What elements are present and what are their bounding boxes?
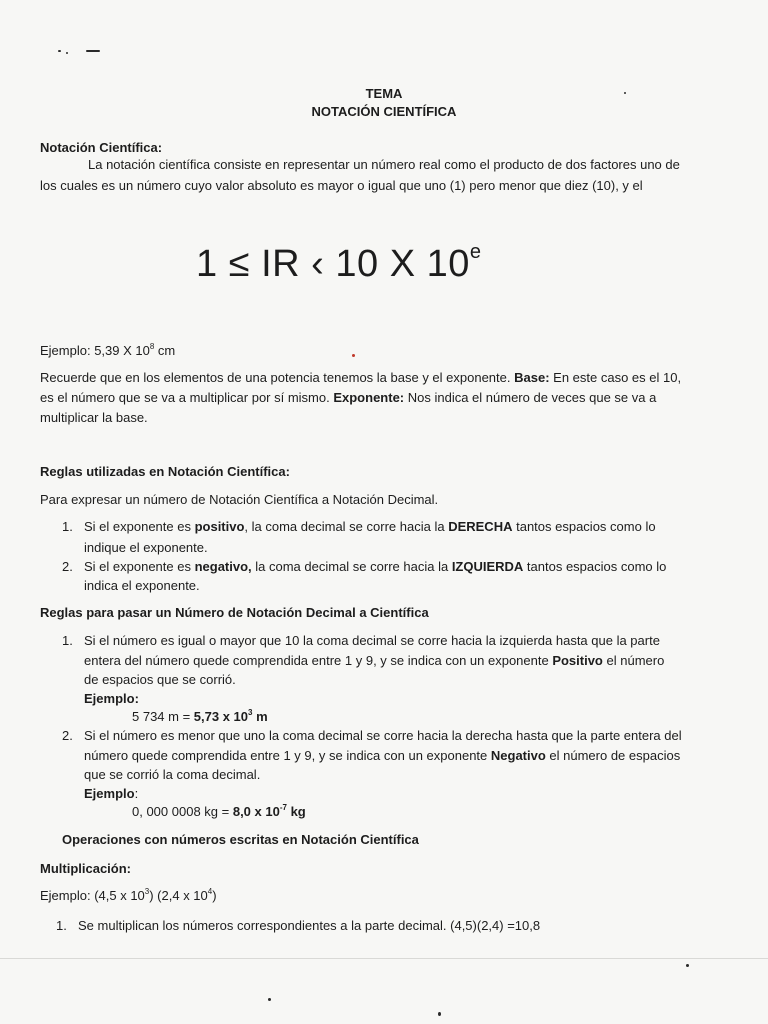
text-run: Si el exponente es	[84, 519, 195, 534]
text-run: entera del número quede comprendida entre 1 y 9, y se indica con un exponente	[84, 653, 553, 668]
rule2-item-1-line-2	[84, 651, 664, 671]
text-run: ) (2,4 x 10	[149, 888, 208, 903]
operaciones-step-1	[56, 916, 540, 936]
text-run: Recuerde que en los elementos de una potencia tenemos la base y el exponente.	[40, 370, 515, 385]
example-equation	[132, 802, 306, 822]
rule-item-1	[62, 517, 656, 537]
exponente-term: Exponente:	[333, 390, 405, 405]
definition-line-1: La notación científica consiste en representar un número real como el producto de dos factores uno de	[88, 157, 680, 172]
scan-mark	[268, 998, 271, 1001]
text-run: Si el exponente es	[84, 559, 195, 574]
text-run: tantos espacios como lo	[512, 519, 656, 534]
scan-mark	[438, 1012, 441, 1016]
example-label: Ejemplo:	[84, 691, 139, 706]
bold-term: negativo,	[194, 559, 252, 574]
bold-term: 8,0 x 10	[232, 804, 280, 819]
rule2-item-2-line-2	[84, 746, 680, 766]
text-run: Ejemplo: (4,5 x 10	[40, 888, 145, 903]
definition-heading: Notación Científica:	[40, 140, 163, 155]
scan-mark	[86, 50, 100, 52]
bold-term: DERECHA	[448, 519, 513, 534]
scan-mark	[66, 52, 68, 54]
bold-term: kg	[286, 804, 306, 819]
rule2-item-2	[62, 726, 682, 746]
list-number: 2.	[62, 728, 73, 743]
reglas-heading: Reglas utilizadas en Notación Científica:	[40, 464, 290, 479]
bold-term: Positivo	[552, 653, 603, 668]
rule2-item-1	[62, 631, 660, 651]
text-run: Se multiplican los números correspondientes a la parte decimal. (4,5)(2,4) =10,8	[78, 918, 541, 933]
bold-term: positivo	[194, 519, 245, 534]
reglas2-heading: Reglas para pasar un Número de Notación Decimal a Científica	[40, 605, 429, 620]
text-run: 0, 000 0008 kg =	[132, 804, 233, 819]
bold-term: Ejemplo	[84, 786, 135, 801]
text-run: es el número que se va a multiplicar por sí mismo.	[40, 390, 334, 405]
multiplicacion-heading: Multiplicación:	[40, 861, 131, 876]
operaciones-example	[40, 886, 217, 906]
scan-mark	[58, 50, 61, 52]
exponent: 3	[248, 707, 253, 717]
tema-label: TEMA	[365, 86, 403, 101]
text-run: el número de espacios	[545, 748, 681, 763]
example-label: Ejemplo: 5,39 X 10	[40, 343, 150, 358]
text-run: En este caso es el 10,	[549, 370, 682, 385]
scan-mark	[352, 354, 355, 357]
base-term: Base:	[514, 370, 550, 385]
text-run: número quede comprendida entre 1 y 9, y se indica con un exponente	[84, 748, 491, 763]
rule2-item-1-line-3: de espacios que se corrió.	[84, 672, 236, 687]
text-run: el número	[602, 653, 665, 668]
exponent: -7	[279, 802, 287, 812]
text-run: 5 734 m =	[132, 709, 194, 724]
example-exponent: 8	[149, 341, 155, 351]
text-run: :	[134, 786, 139, 801]
rule-item-2-cont: indica el exponente.	[84, 578, 200, 593]
reglas-intro: Para expresar un número de Notación Científica a Notación Decimal.	[40, 492, 439, 507]
rule2-item-2-line-3: que se corrió la coma decimal.	[84, 767, 261, 782]
rule-item-2	[62, 557, 666, 577]
bold-term: 5,73 x 10	[193, 709, 249, 724]
rule-item-1-cont: indique el exponente.	[84, 540, 208, 555]
exponent: 4	[207, 886, 213, 896]
bold-term: IZQUIERDA	[451, 559, 524, 574]
recuerde-line-3: multiplicar la base.	[40, 410, 148, 425]
list-number: 1.	[56, 918, 67, 933]
formula-exponent: e	[469, 241, 482, 264]
example-line	[40, 341, 175, 361]
example-equation	[132, 707, 268, 727]
list-number: 1.	[62, 519, 73, 534]
text-run: , la coma decimal se corre hacia la	[244, 519, 449, 534]
scan-mark	[686, 964, 689, 967]
formula-main: 1 ≤ IR ‹ 10 X 10	[196, 243, 470, 285]
text-run: Nos indica el número de veces que se va a	[404, 390, 657, 405]
text-run: tantos espacios como lo	[523, 559, 667, 574]
bold-term: Negativo	[490, 748, 546, 763]
page-title: NOTACIÓN CIENTÍFICA	[311, 104, 457, 119]
list-number: 2.	[62, 559, 73, 574]
operaciones-heading: Operaciones con números escritas en Notación Científica	[62, 832, 419, 847]
text-run: Si el número es menor que uno la coma decimal se corre hacia la derecha hasta que la parte entera del	[84, 728, 682, 743]
recuerde-line-2	[40, 388, 656, 408]
recuerde-line-1	[40, 368, 681, 388]
example-label	[84, 784, 138, 804]
text-run: )	[212, 888, 217, 903]
exponent: 3	[144, 886, 150, 896]
text-run: la coma decimal se corre hacia la	[251, 559, 452, 574]
formula	[196, 242, 482, 286]
bold-term: m	[252, 709, 268, 724]
definition-line-2: los cuales es un número cuyo valor absoluto es mayor o igual que uno (1) pero menor que diez (10), y el	[40, 178, 643, 193]
list-number: 1.	[62, 633, 73, 648]
page-fold-line	[0, 958, 768, 959]
example-unit: cm	[154, 343, 176, 358]
text-run: Si el número es igual o mayor que 10 la coma decimal se corre hacia la izquierda hasta que la parte	[84, 633, 660, 648]
